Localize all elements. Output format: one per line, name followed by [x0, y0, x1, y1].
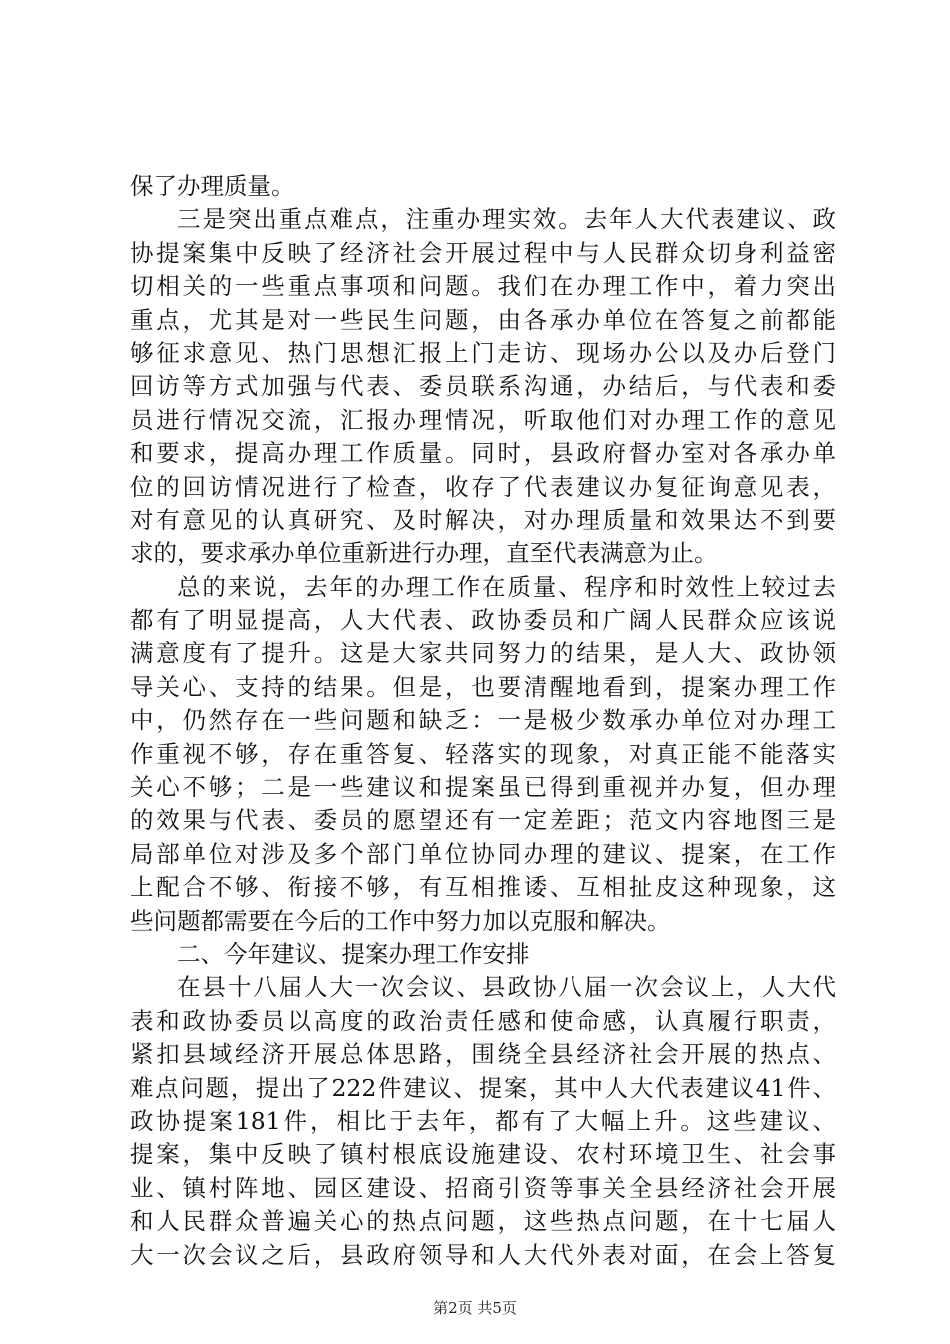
text-line: 的效果与代表、委员的愿望还有一定差距；范文内容地图三是 [130, 806, 836, 835]
text-line: 业、镇村阵地、园区建设、招商引资等事关全县经济社会开展 [130, 1173, 836, 1202]
text-line: 大一次会议之后，县政府领导和人大代外表对面，在会上答复 [130, 1240, 836, 1269]
text-line: 些问题都需要在今后的工作中努力加以克服和解决。 [130, 906, 671, 935]
text-line: 求的，要求承办单位重新进行办理，直至代表满意为止。 [130, 539, 718, 568]
text-line: 表和政协委员以高度的政治责任感和使命感，认真履行职责， [130, 1006, 836, 1035]
text-line: 关心不够；二是一些建议和提案虽已得到重视并办复，但办理 [130, 773, 836, 802]
text-line: 政协提案181件，相比于去年，都有了大幅上升。这些建议、 [130, 1106, 836, 1135]
document-body [130, 170, 836, 1272]
text-line: 难点问题，提出了222件建议、提案，其中人大代表建议41件、 [130, 1073, 836, 1102]
text-line: 协提案集中反映了经济社会开展过程中与人民群众切身利益密 [130, 238, 836, 267]
text-line: 保了办理质量。 [130, 172, 295, 200]
page-number-footer: 第2页 共5页 [433, 1299, 517, 1317]
text-line: 提案，集中反映了镇村根底设施建设、农村环境卫生、社会事 [130, 1140, 836, 1169]
text-line: 回访等方式加强与代表、委员联系沟通，办结后，与代表和委 [130, 372, 836, 401]
text-line: 上配合不够、衔接不够，有互相推诿、互相扯皮这种现象，这 [130, 873, 836, 902]
text-line: 总的来说，去年的办理工作在质量、程序和时效性上较过去 [177, 572, 836, 601]
text-line: 切相关的一些重点事项和问题。我们在办理工作中，着力突出 [130, 272, 836, 301]
text-line: 在县十八届人大一次会议、县政协八届一次会议上，人大代 [177, 973, 836, 1002]
text-line: 紧扣县域经济开展总体思路，围绕全县经济社会开展的热点、 [130, 1040, 836, 1069]
text-line: 够征求意见、热门思想汇报上门走访、现场办公以及办后登门 [130, 338, 836, 367]
text-line: 和人民群众普遍关心的热点问题，这些热点问题，在十七届人 [130, 1207, 836, 1236]
text-line: 中，仍然存在一些问题和缺乏：一是极少数承办单位对办理工 [130, 706, 836, 735]
text-line: 三是突出重点难点，注重办理实效。去年人大代表建议、政 [177, 205, 836, 234]
text-line: 对有意见的认真研究、及时解决，对办理质量和效果达不到要 [130, 505, 836, 534]
text-line: 导关心、支持的结果。但是，也要清醒地看到，提案办理工作 [130, 672, 836, 701]
section-heading: 二、今年建议、提案办理工作安排 [177, 939, 530, 968]
text-line: 作重视不够，存在重答复、轻落实的现象，对真正能不能落实 [130, 739, 836, 768]
text-line: 重点，尤其是对一些民生问题，由各承办单位在答复之前都能 [130, 305, 836, 334]
text-line: 满意度有了提升。这是大家共同努力的结果，是人大、政协领 [130, 639, 836, 668]
text-line: 局部单位对涉及多个部门单位协同办理的建议、提案，在工作 [130, 839, 836, 868]
text-line: 员进行情况交流，汇报办理情况，听取他们对办理工作的意见 [130, 405, 836, 434]
text-line: 都有了明显提高，人大代表、政协委员和广阔人民群众应该说 [130, 606, 836, 635]
text-line: 和要求，提高办理工作质量。同时，县政府督办室对各承办单 [130, 439, 836, 468]
text-line: 位的回访情况进行了检查，收存了代表建议办复征询意见表， [130, 472, 836, 501]
